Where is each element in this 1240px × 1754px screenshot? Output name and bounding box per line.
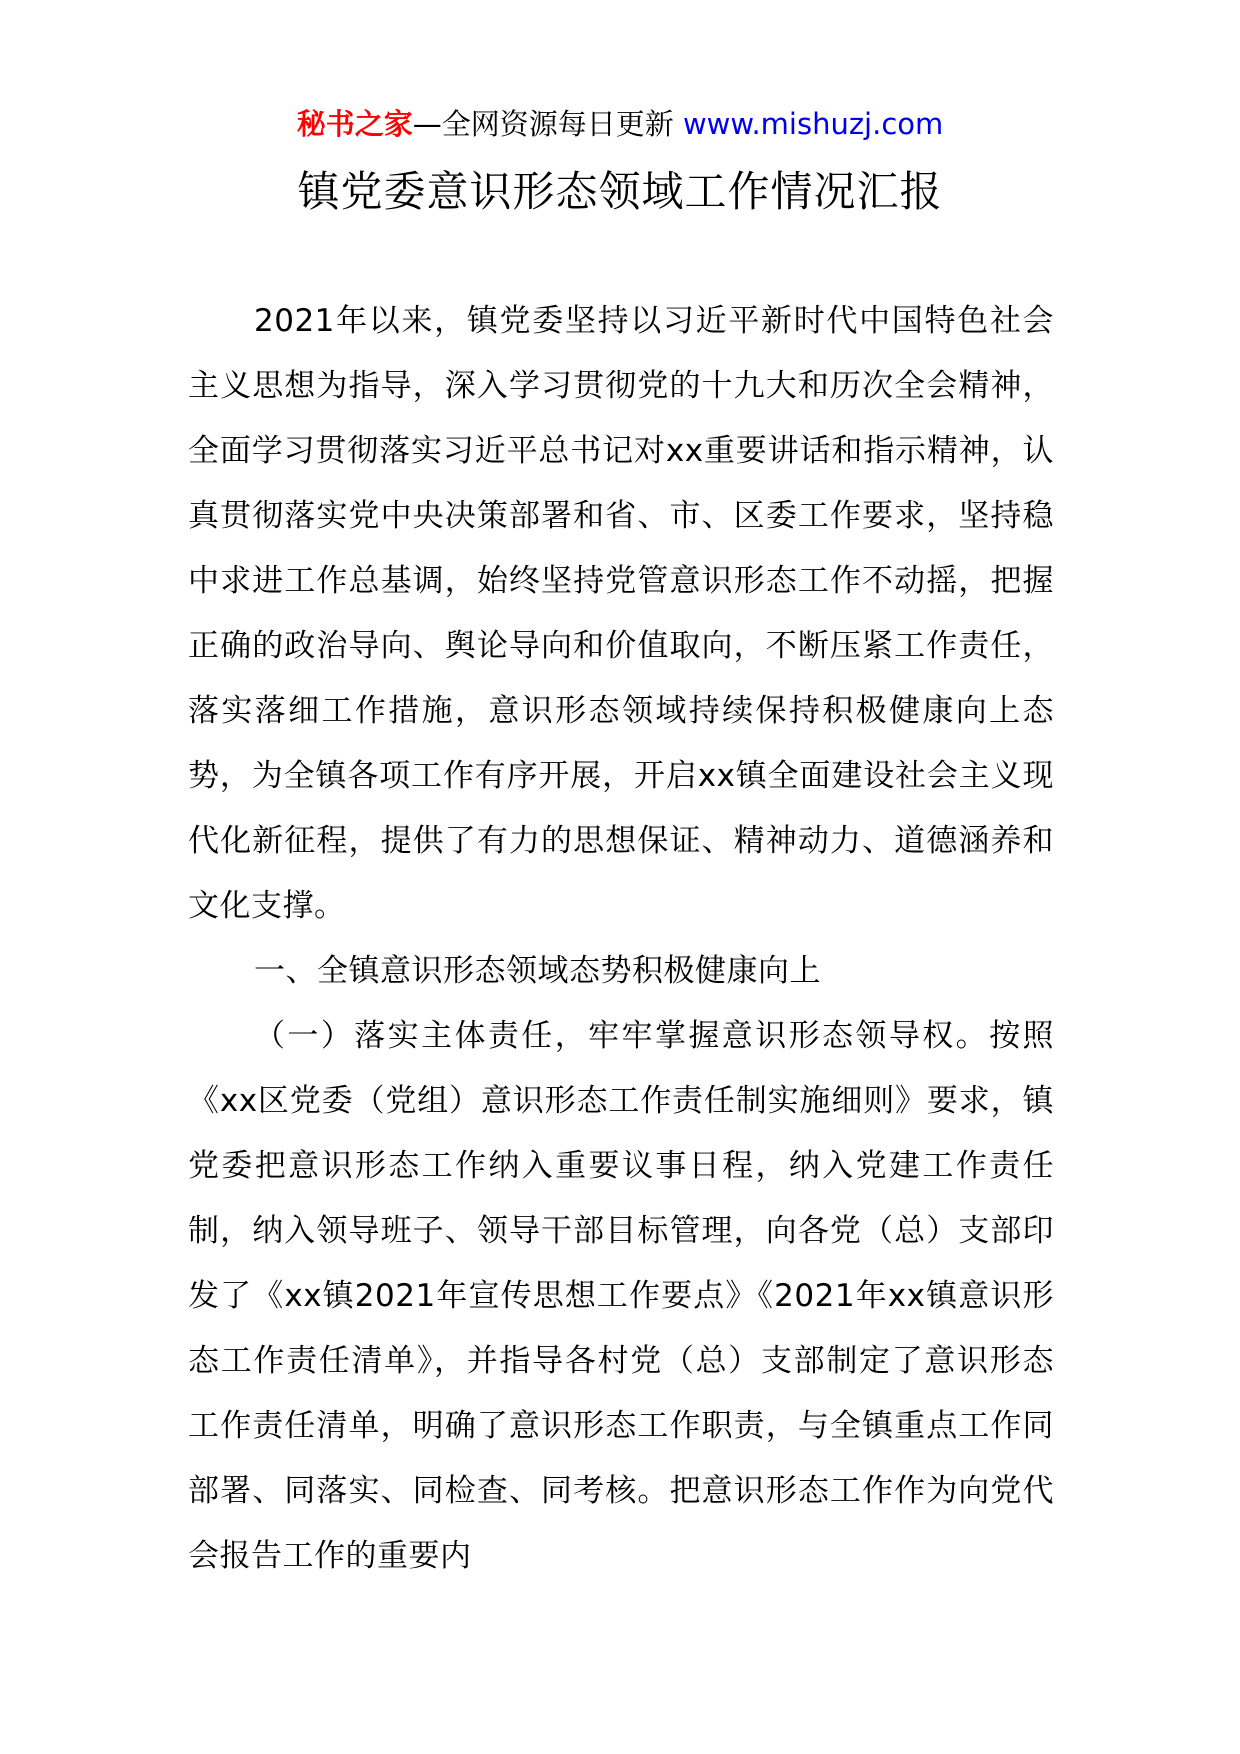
intro-paragraph: 2021年以来，镇党委坚持以习近平新时代中国特色社会主义思想为指导，深入学习贯彻党的十九大和历次全会精神，全面学习贯彻落实习近平总书记对xx重要讲话和指示精神，认真贯彻落实党中央决策部署和省、市、区委工作要求，坚持稳中求进工作总基调，始终坚持党管意识形态工作不动摇，把握正确的政治导向、舆论导向和价值取向，不断压紧工作责任，落实落细工作措施，意识形态领域持续保持积极健康向上态势，为全镇各项工作有序开展，开启xx镇全面建设社会主义现代化新征程，提供了有力的思想保证、精神动力、道德涵养和文化支撑。 bbox=[188, 303, 1054, 924]
header-slogan: —全网资源每日更新 bbox=[412, 107, 674, 141]
brand-name: 秘书之家 bbox=[296, 107, 413, 141]
document-title: 镇党委意识形态领域工作情况汇报 bbox=[297, 167, 943, 216]
site-header bbox=[0, 102, 1240, 146]
section-heading-1: 一、全镇意识形态领域态势积极健康向上 bbox=[254, 953, 821, 989]
site-url-link[interactable]: www.mishuzj.com bbox=[682, 107, 944, 141]
subsection-paragraph-1: （一）落实主体责任，牢牢掌握意识形态领导权。按照《xx区党委（党组）意识形态工作责任制实施细则》要求，镇党委把意识形态工作纳入重要议事日程，纳入党建工作责任制，纳入领导班子、领导干部目标管理，向各党（总）支部印发了《xx镇2021年宣传思想工作要点》《2021年xx镇意识形态工作责任清单》，并指导各村党（总）支部制定了意识形态工作责任清单，明确了意识形态工作职责，与全镇重点工作同部署、同落实、同检查、同考核。把意识形态工作作为向党代会报告工作的重要内 bbox=[188, 1018, 1054, 1574]
document-body bbox=[188, 289, 1054, 1589]
